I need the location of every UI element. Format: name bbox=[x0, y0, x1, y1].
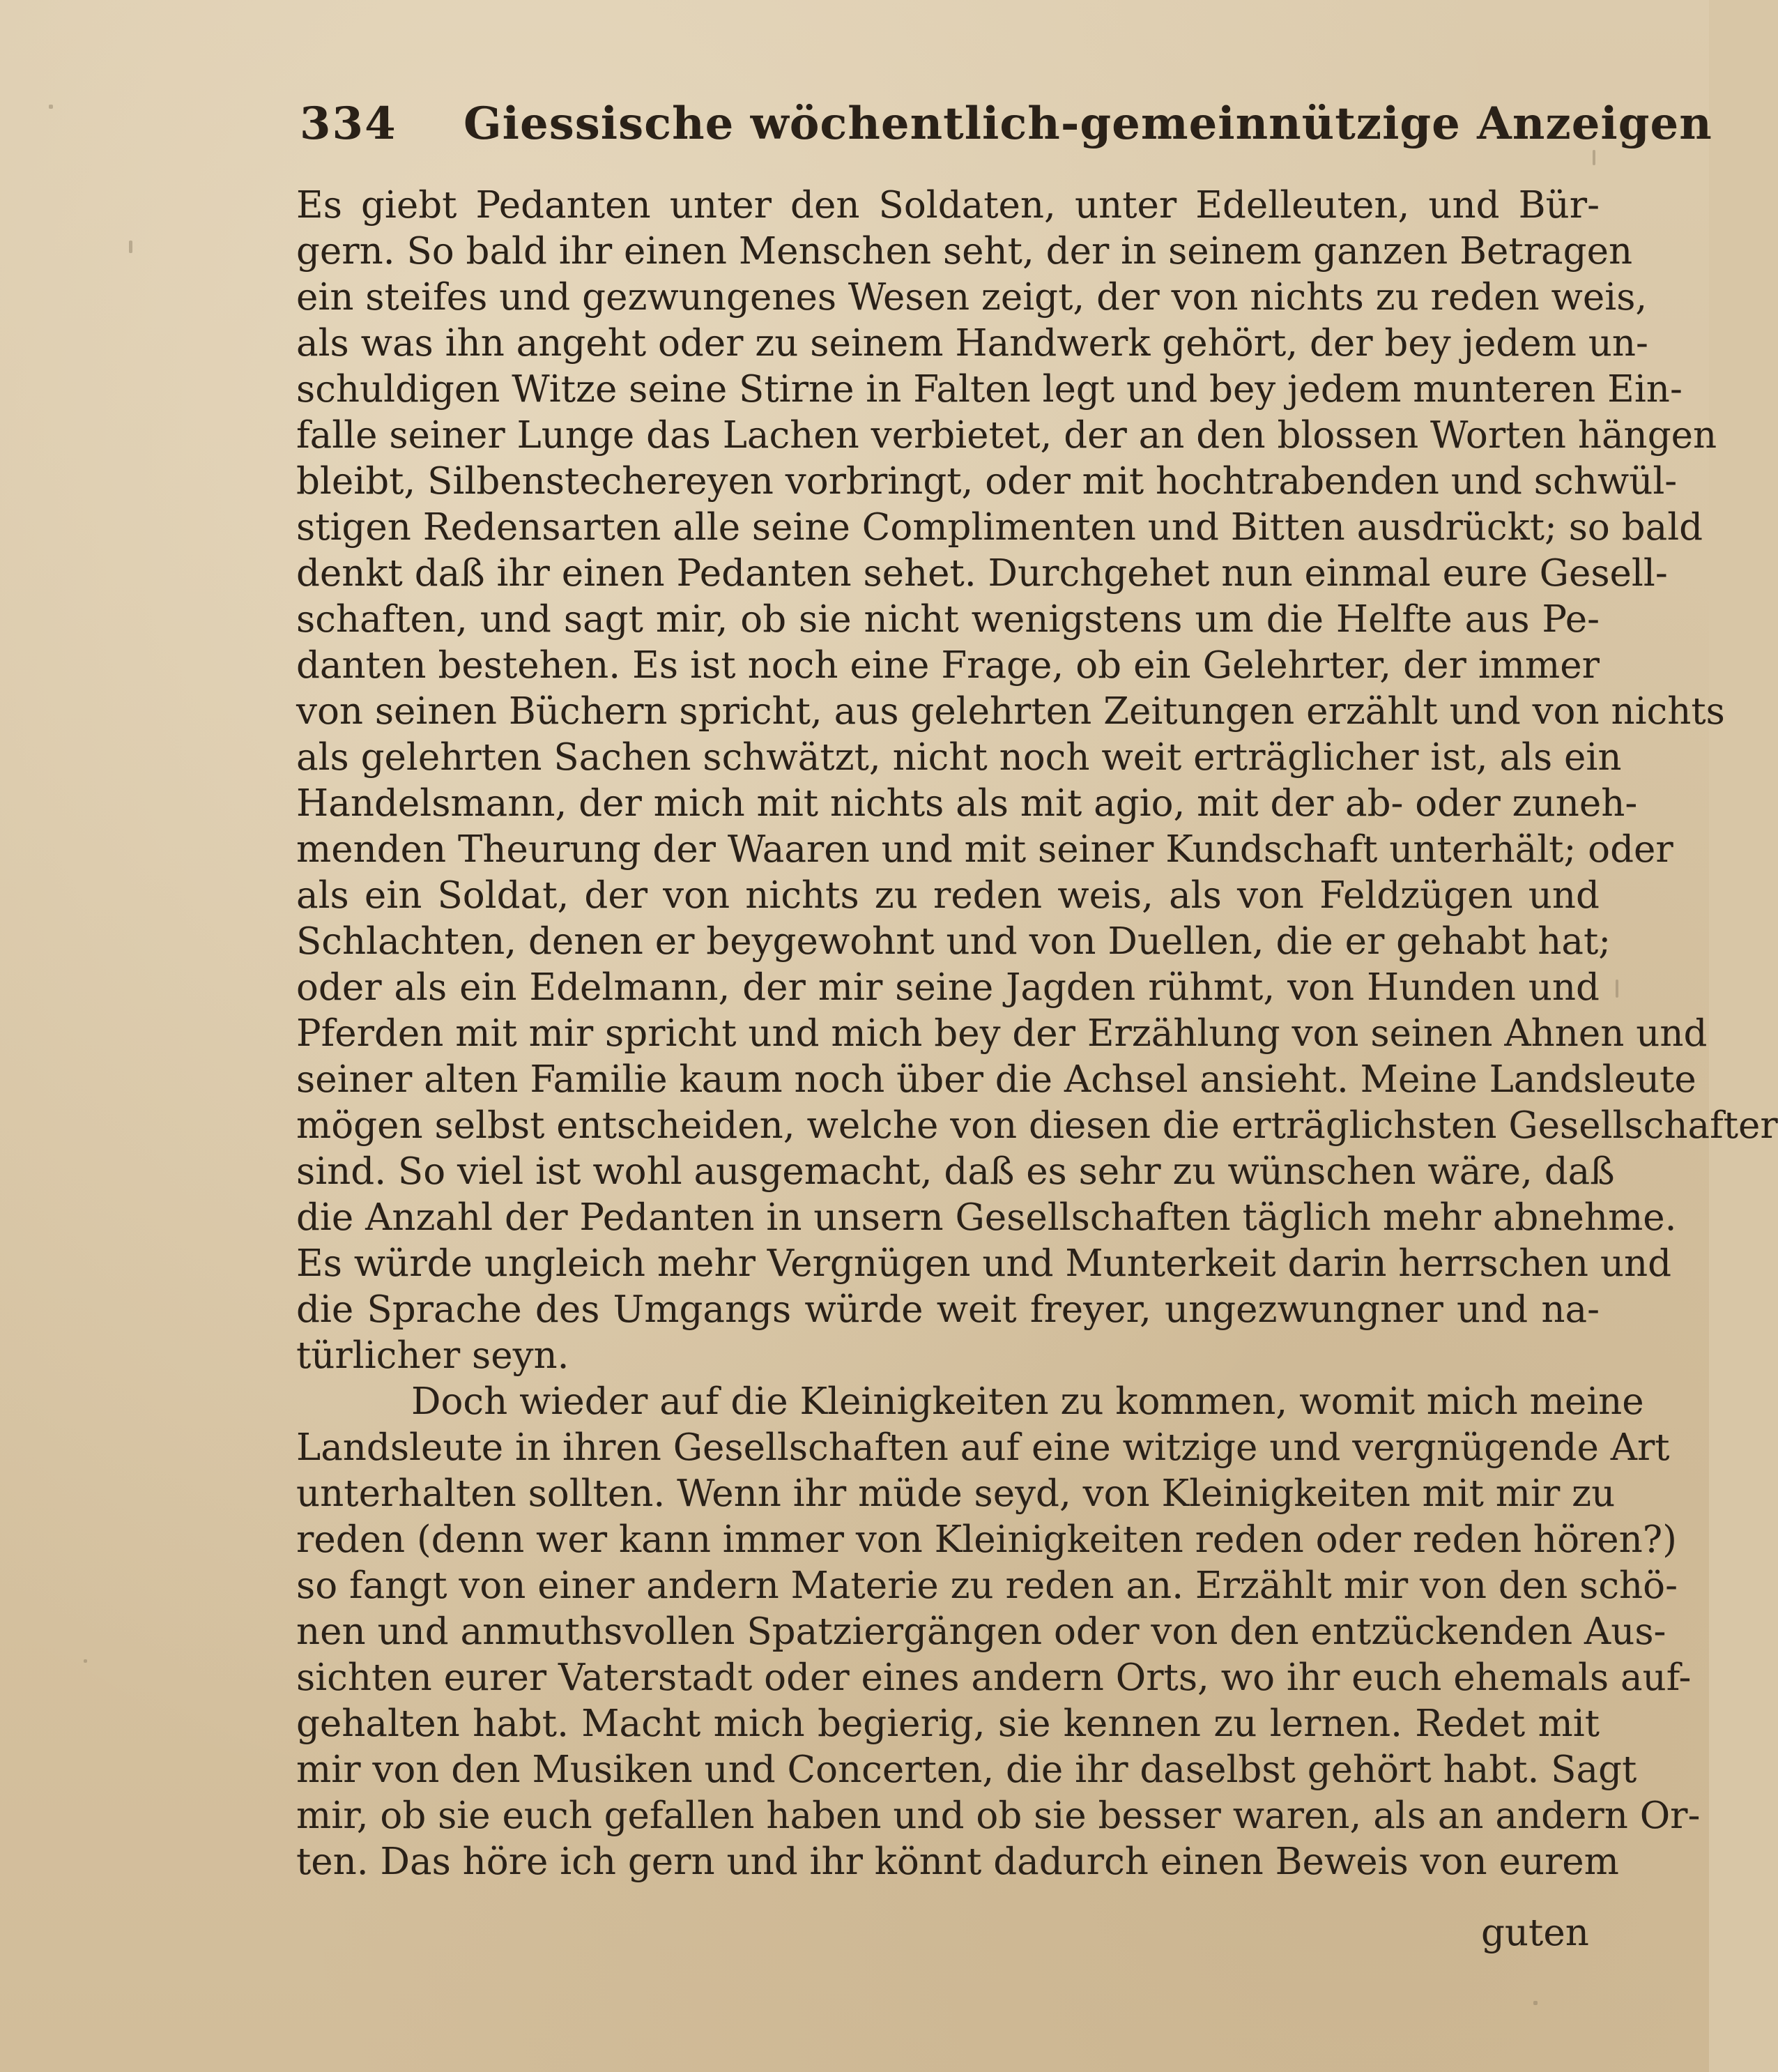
text-line: als gelehrten Sachen schwätzt, nicht noch weit erträglicher ist, als ein bbox=[296, 736, 1622, 779]
text-line: falle seiner Lunge das Lachen verbietet, der an den blossen Worten hängen bbox=[296, 414, 1717, 457]
text-line: die Anzahl der Pedanten in unsern Gesellschaften täglich mehr abnehme. bbox=[296, 1196, 1677, 1239]
text-line: gern. So bald ihr einen Menschen seht, der in seinem ganzen Betragen bbox=[296, 230, 1633, 273]
text-line: ein steifes und gezwungenes Wesen zeigt, der von nichts zu reden weis, bbox=[296, 276, 1648, 319]
text-line: Schlachten, denen er beygewohnt und von Duellen, die er gehabt hat; bbox=[296, 920, 1611, 963]
paper-speck bbox=[129, 241, 132, 253]
page-header bbox=[300, 98, 1712, 160]
text-line: ten. Das höre ich gern und ihr könnt dadurch einen Beweis von eurem bbox=[296, 1841, 1619, 1883]
text-line: so fangt von einer andern Materie zu reden an. Erzählt mir von den schö- bbox=[296, 1564, 1678, 1607]
text-line: mir, ob sie euch gefallen haben und ob sie besser waren, als an andern Or- bbox=[296, 1795, 1701, 1837]
running-title: Giessische wöchentlich-gemeinnützige Anzeigen bbox=[463, 98, 1712, 150]
text-line: reden (denn wer kann immer von Kleinigkeiten reden oder reden hören?) bbox=[296, 1518, 1677, 1561]
text-line: Es giebt Pedanten unter den Soldaten, unter Edelleuten, und Bür- bbox=[296, 184, 1600, 227]
paper-speck bbox=[84, 1659, 87, 1663]
catchword: guten bbox=[1481, 1912, 1589, 1954]
page-number: 334 bbox=[300, 98, 397, 150]
text-line: stigen Redensarten alle seine Complimenten und Bitten ausdrückt; so bald bbox=[296, 506, 1703, 549]
paper-speck bbox=[49, 105, 53, 109]
paper-speck bbox=[1616, 980, 1618, 998]
text-line: Es würde ungleich mehr Vergnügen und Munterkeit darin herrschen und bbox=[296, 1242, 1672, 1285]
text-line: schuldigen Witze seine Stirne in Falten legt und bey jedem munteren Ein- bbox=[296, 368, 1683, 411]
text-line: die Sprache des Umgangs würde weit freyer, ungezwungner und na- bbox=[296, 1288, 1600, 1331]
text-line: mir von den Musiken und Concerten, die ihr daselbst gehört habt. Sagt bbox=[296, 1749, 1637, 1791]
text-line: seiner alten Familie kaum noch über die Achsel ansieht. Meine Landsleute bbox=[296, 1058, 1696, 1101]
text-line: Pferden mit mir spricht und mich bey der Erzählung von seinen Ahnen und bbox=[296, 1012, 1708, 1055]
text-line: Landsleute in ihren Gesellschaften auf eine witzige und vergnügende Art bbox=[296, 1426, 1670, 1469]
text-line: denkt daß ihr einen Pedanten sehet. Durchgehet nun einmal eure Gesell- bbox=[296, 552, 1668, 595]
text-line: Handelsmann, der mich mit nichts als mit agio, mit der ab- oder zuneh- bbox=[296, 782, 1638, 825]
text-line: als was ihn angeht oder zu seinem Handwerk gehört, der bey jedem un- bbox=[296, 322, 1648, 365]
text-line: Doch wieder auf die Kleinigkeiten zu kommen, womit mich meine bbox=[411, 1380, 1644, 1423]
text-line: sind. So viel ist wohl ausgemacht, daß es sehr zu wünschen wäre, daß bbox=[296, 1150, 1615, 1193]
text-line: bleibt, Silbenstechereyen vorbringt, oder mit hochtrabenden und schwül- bbox=[296, 460, 1678, 503]
text-line: mögen selbst entscheiden, welche von diesen die erträglichsten Gesellschafter bbox=[296, 1104, 1778, 1147]
text-line: nen und anmuthsvollen Spatziergängen oder von den entzückenden Aus- bbox=[296, 1610, 1666, 1653]
text-line: oder als ein Edelmann, der mir seine Jagden rühmt, von Hunden und bbox=[296, 966, 1600, 1009]
paper-speck bbox=[1533, 2001, 1538, 2005]
text-line: schaften, und sagt mir, ob sie nicht wenigstens um die Helfte aus Pe- bbox=[296, 598, 1600, 641]
text-line: von seinen Büchern spricht, aus gelehrten Zeitungen erzählt und von nichts bbox=[296, 690, 1725, 733]
text-line: gehalten habt. Macht mich begierig, sie kennen zu lernen. Redet mit bbox=[296, 1702, 1600, 1745]
text-line: danten bestehen. Es ist noch eine Frage, ob ein Gelehrter, der immer bbox=[296, 644, 1600, 687]
text-line: türlicher seyn. bbox=[296, 1334, 569, 1377]
text-line: sichten eurer Vaterstadt oder eines andern Orts, wo ihr euch ehemals auf- bbox=[296, 1656, 1692, 1699]
text-line: unterhalten sollten. Wenn ihr müde seyd, von Kleinigkeiten mit mir zu bbox=[296, 1472, 1616, 1515]
body-text bbox=[296, 183, 1778, 1885]
text-line: menden Theurung der Waaren und mit seiner Kundschaft unterhält; oder bbox=[296, 828, 1673, 871]
text-line: als ein Soldat, der von nichts zu reden weis, als von Feldzügen und bbox=[296, 874, 1600, 917]
paper-speck bbox=[1593, 150, 1595, 165]
